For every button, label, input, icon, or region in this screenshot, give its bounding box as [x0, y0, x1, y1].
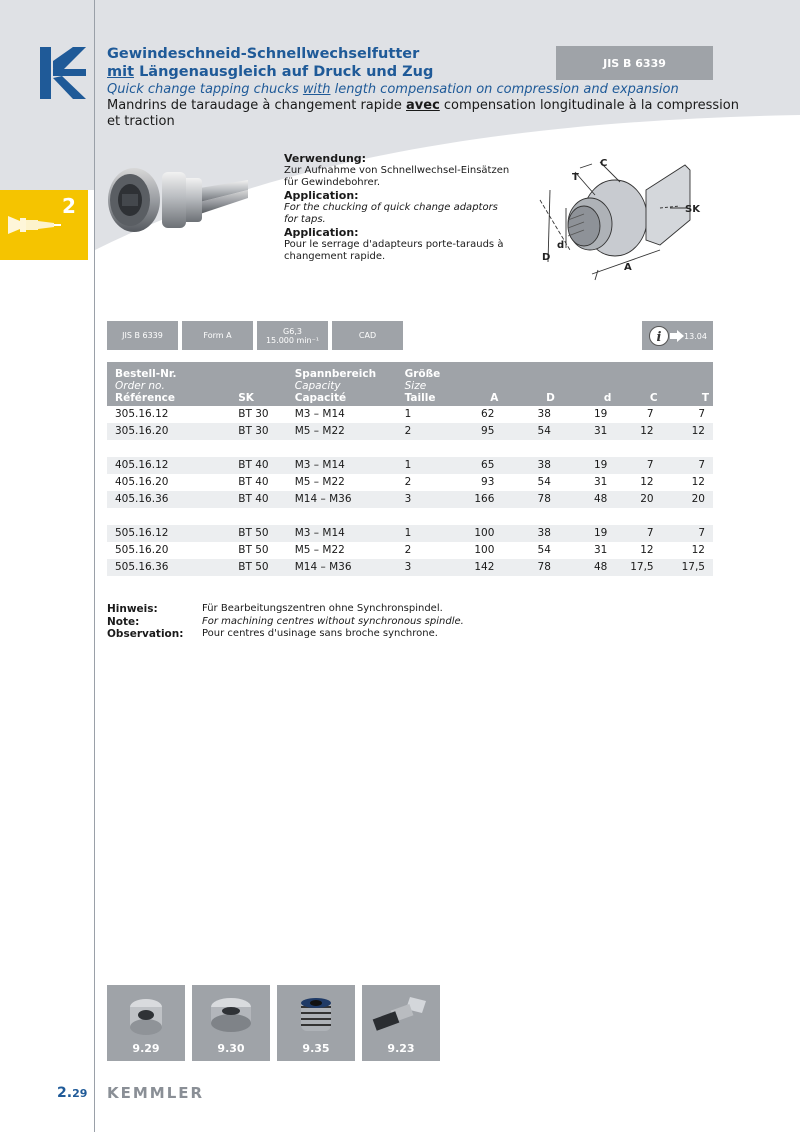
tool-holder-icon [6, 202, 62, 248]
cell-c: 20 [615, 491, 661, 508]
col-range-fr: Capacité [294, 392, 347, 404]
col-order-fr: Référence [115, 392, 176, 404]
usage-de-text-2: für Gewindebohrer. [284, 177, 381, 188]
svg-text:i: i [656, 330, 662, 345]
info-icon [648, 325, 670, 347]
table-row [107, 457, 713, 474]
cell-sk: BT 50 [230, 559, 286, 576]
title-english-b: length compensation on compression and expansion [330, 82, 679, 97]
cell-t: 7 [698, 408, 705, 420]
accessory-ref: 9.30 [217, 1042, 245, 1055]
cell-t: 17,5 [662, 559, 713, 576]
cell-c: 7 [646, 408, 654, 420]
cell-a: 142 [456, 559, 502, 576]
cell-order: 405.16.20 [115, 476, 169, 488]
cell-size: 2 [404, 476, 412, 488]
title-english-a: Quick change tapping chucks [107, 82, 303, 97]
drawing-label-d-small: d [557, 240, 565, 251]
cell-order: 505.16.12 [107, 525, 230, 542]
col-c: C [615, 362, 661, 406]
cell-d: 19 [594, 408, 608, 420]
table-row [107, 491, 713, 508]
cell-order: 305.16.20 [107, 423, 230, 440]
title-french-emphasis: avec [406, 98, 440, 113]
cell-sk: BT 40 [238, 476, 269, 488]
col-size-en: Size [404, 380, 427, 392]
kemmler-k-logo-icon [40, 47, 86, 99]
cell-d: 31 [594, 544, 608, 556]
title-german-rest: Längenausgleich auf Druck und Zug [134, 64, 434, 80]
usage-fr-heading: Application: [284, 226, 359, 239]
cell-D: 54 [537, 544, 551, 556]
table-header-row [107, 362, 713, 406]
cell-D: 54 [537, 476, 551, 488]
col-range-en: Capacity [294, 380, 341, 392]
drawing-label-c: C [600, 158, 608, 169]
title-german-emphasis: mit [107, 64, 135, 80]
cell-c: 12 [615, 423, 661, 440]
tag-balance-rpm: 15.000 min⁻¹ [265, 335, 320, 345]
page-number [57, 1085, 87, 1101]
cell-sk: BT 30 [238, 408, 269, 420]
title-french-a: Mandrins de taraudage à changement rapide [107, 98, 406, 113]
cell-range: M14 – M36 [287, 559, 397, 576]
table-row [107, 525, 713, 542]
col-D: D [502, 362, 558, 406]
arrow-right-icon [670, 330, 684, 342]
usage-en-heading: Application: [284, 189, 359, 202]
tag-form[interactable]: Form A [182, 321, 253, 350]
accessory-ref: 9.29 [132, 1042, 160, 1055]
col-a: A [456, 362, 502, 406]
page-number-page: 29 [72, 1087, 88, 1100]
cell-order: 505.16.20 [115, 544, 169, 556]
title-german-line2 [107, 64, 433, 80]
col-size-de: Größe [404, 368, 441, 380]
accessory-ref: 9.23 [387, 1042, 415, 1055]
col-size [397, 362, 457, 406]
cell-a: 100 [456, 525, 502, 542]
cell-t: 7 [662, 525, 713, 542]
cell-range: M5 – M22 [287, 423, 397, 440]
product-photo [100, 150, 270, 250]
chapter-number: 2 [62, 194, 76, 218]
table-row [107, 474, 713, 491]
table-row [107, 542, 713, 559]
cell-size: 2 [404, 544, 412, 556]
cell-range: M3 – M14 [287, 457, 397, 474]
col-range [287, 362, 397, 406]
col-sk: SK [230, 362, 286, 406]
table-row [107, 406, 713, 423]
cell-order: 505.16.36 [107, 559, 230, 576]
cell-D: 38 [502, 457, 558, 474]
table-row [107, 559, 713, 576]
note-de-label: Hinweis: [107, 603, 158, 615]
cell-range: M5 – M22 [294, 476, 345, 488]
note-fr-text: Pour centres d'usinage sans broche synchrone. [202, 628, 438, 639]
col-range-de: Spannbereich [294, 368, 377, 380]
note-de-text: Für Bearbeitungszentren ohne Synchronspindel. [202, 603, 443, 614]
usage-fr-text-1: Pour le serrage d'adapteurs porte-tarauds à [284, 239, 504, 250]
accessory-ref: 9.35 [302, 1042, 330, 1055]
cell-d: 31 [594, 476, 608, 488]
accessory-thumb[interactable] [192, 985, 270, 1061]
cell-sk: BT 50 [230, 525, 286, 542]
tag-balance-grade: G6,3 [283, 326, 302, 336]
col-order-de: Bestell-Nr. [115, 368, 177, 380]
cell-size: 1 [397, 525, 457, 542]
cell-a: 166 [456, 491, 502, 508]
cell-range: M3 – M14 [287, 525, 397, 542]
usage-de-text-1: Zur Aufnahme von Schnellwechsel-Einsätzen [284, 165, 510, 176]
usage-section [284, 152, 514, 263]
drawing-label-d-big: D [542, 252, 551, 263]
cell-size: 1 [397, 457, 457, 474]
title-german-line1: Gewindeschneid-Schnellwechselfutter [107, 46, 420, 62]
title-english-emphasis: with [302, 82, 331, 97]
accessory-thumb[interactable] [362, 985, 440, 1061]
cell-a: 100 [474, 544, 495, 556]
cell-order: 305.16.12 [115, 408, 169, 420]
cell-d: 48 [559, 491, 615, 508]
info-button[interactable] [642, 321, 713, 350]
cell-size: 2 [397, 423, 457, 440]
cell-c: 12 [640, 476, 654, 488]
note-fr-label: Observation: [107, 628, 184, 640]
cell-range: M14 – M36 [287, 491, 397, 508]
accessory-thumb[interactable] [277, 985, 355, 1061]
cell-size: 1 [404, 408, 412, 420]
standard-badge: JIS B 6339 [556, 46, 713, 80]
col-order [107, 362, 230, 406]
cell-t: 20 [662, 491, 713, 508]
title-french-b: compensation longitudinale à la compression [439, 98, 739, 113]
margin-divider [94, 0, 95, 1132]
cell-c: 17,5 [615, 559, 661, 576]
cell-sk: BT 50 [238, 544, 269, 556]
table-spacer [107, 508, 713, 525]
col-size-fr: Taille [404, 392, 436, 404]
cell-range: M3 – M14 [294, 408, 345, 420]
cell-a: 93 [481, 476, 495, 488]
drawing-label-sk: SK [685, 204, 700, 215]
usage-en-text-2: for taps. [284, 214, 326, 225]
cell-sk: BT 40 [230, 491, 286, 508]
cell-sk: BT 40 [230, 457, 286, 474]
tag-cad[interactable]: CAD [332, 321, 403, 350]
col-d: d [559, 362, 615, 406]
cell-c: 7 [615, 525, 661, 542]
tag-balance[interactable] [257, 321, 328, 350]
cell-range: M5 – M22 [294, 544, 345, 556]
cell-size: 3 [397, 559, 457, 576]
drawing-label-t: T [572, 172, 579, 183]
cell-a: 95 [456, 423, 502, 440]
page-number-chapter: 2. [57, 1085, 73, 1101]
cell-order: 405.16.36 [107, 491, 230, 508]
cell-c: 7 [615, 457, 661, 474]
col-order-en: Order no. [115, 380, 165, 392]
cell-c: 12 [640, 544, 654, 556]
technical-drawing [520, 150, 710, 290]
cell-d: 19 [559, 457, 615, 474]
cell-d: 48 [559, 559, 615, 576]
usage-de-heading: Verwendung: [284, 152, 367, 165]
cell-d: 19 [559, 525, 615, 542]
cell-D: 78 [502, 559, 558, 576]
usage-en-text-1: For the chucking of quick change adaptors [284, 202, 498, 213]
cell-D: 78 [502, 491, 558, 508]
cell-order: 405.16.12 [107, 457, 230, 474]
cell-t: 12 [691, 476, 705, 488]
accessory-thumb[interactable] [107, 985, 185, 1061]
cell-t: 12 [691, 544, 705, 556]
cell-t: 12 [662, 423, 713, 440]
usage-fr-text-2: changement rapide. [284, 251, 386, 262]
title-english [107, 82, 679, 97]
cell-sk: BT 30 [230, 423, 286, 440]
table-spacer [107, 440, 713, 457]
cell-D: 38 [502, 525, 558, 542]
cell-a: 65 [456, 457, 502, 474]
cell-d: 31 [559, 423, 615, 440]
cell-size: 3 [397, 491, 457, 508]
product-table [107, 362, 713, 576]
title-french-line1 [107, 98, 739, 113]
note-en-text: For machining centres without synchronous spindle. [202, 615, 464, 627]
cell-D: 38 [537, 408, 551, 420]
cell-t: 7 [662, 457, 713, 474]
cell-a: 62 [481, 408, 495, 420]
tag-standard[interactable]: JIS B 6339 [107, 321, 178, 350]
col-t: T [662, 362, 713, 406]
brand-name: KEMMLER [107, 1084, 205, 1102]
note-en-label: Note: [107, 615, 140, 628]
drawing-label-a: A [624, 262, 632, 273]
title-french-line2: et traction [107, 114, 175, 129]
cell-D: 54 [502, 423, 558, 440]
info-reference: 13.04 [684, 332, 707, 341]
table-row [107, 423, 713, 440]
